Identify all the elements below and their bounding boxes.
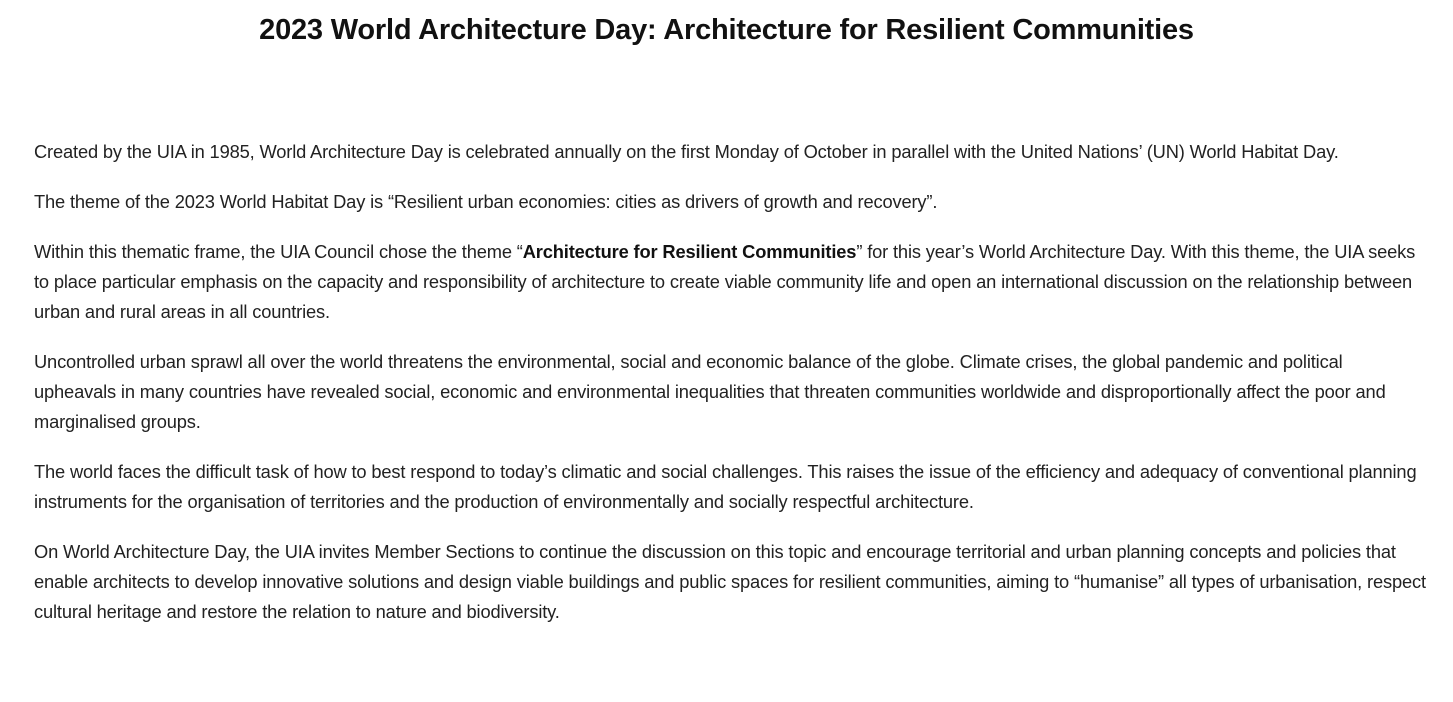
paragraph-challenges: The world faces the difficult task of how to best respond to today’s climatic and social challenges. This raises the issue of the efficiency and adequacy of conventional planning instruments for the organisation of territories and the production of environmentally and socially respectful architecture.	[34, 461, 1417, 512]
council-theme-text-after: ” for this year’s World Architecture Day. With this theme, the UIA seeks to place particular emphasis on the capacity and responsibility of architecture to create viable community life and open an international discussion on the relationship between urban and rural areas in all countries.	[34, 241, 1416, 322]
paragraph-origin: Created by the UIA in 1985, World Architecture Day is celebrated annually on the first Monday of October in parallel with the United Nations’ (UN) World Habitat Day.	[34, 141, 1339, 162]
article-body	[34, 137, 1426, 647]
paragraph-council-theme	[34, 237, 1426, 327]
page-title: 2023 World Architecture Day: Architecture for Resilient Communities	[259, 14, 1194, 46]
paragraph-urban-sprawl: Uncontrolled urban sprawl all over the world threatens the environmental, social and economic balance of the globe. Climate crises, the global pandemic and political upheavals in many countries have revealed social, economic and environmental inequalities that threaten communities worldwide and disproportionally affect the poor and marginalised groups.	[34, 351, 1386, 432]
paragraph-invitation: On World Architecture Day, the UIA invites Member Sections to continue the discussion on this topic and encourage territorial and urban planning concepts and policies that enable architects to develop innovative solutions and design viable buildings and public spaces for resilient communities, aiming to “humanise” all types of urbanisation, respect cultural heritage and restore the relation to nature and biodiversity.	[34, 541, 1426, 622]
theme-emphasis: Architecture for Resilient Communities	[522, 241, 857, 262]
paragraph-habitat-theme: The theme of the 2023 World Habitat Day is “Resilient urban economies: cities as drivers of growth and recovery”.	[34, 191, 938, 212]
council-theme-text-before: Within this thematic frame, the UIA Council chose the theme “	[34, 241, 523, 262]
